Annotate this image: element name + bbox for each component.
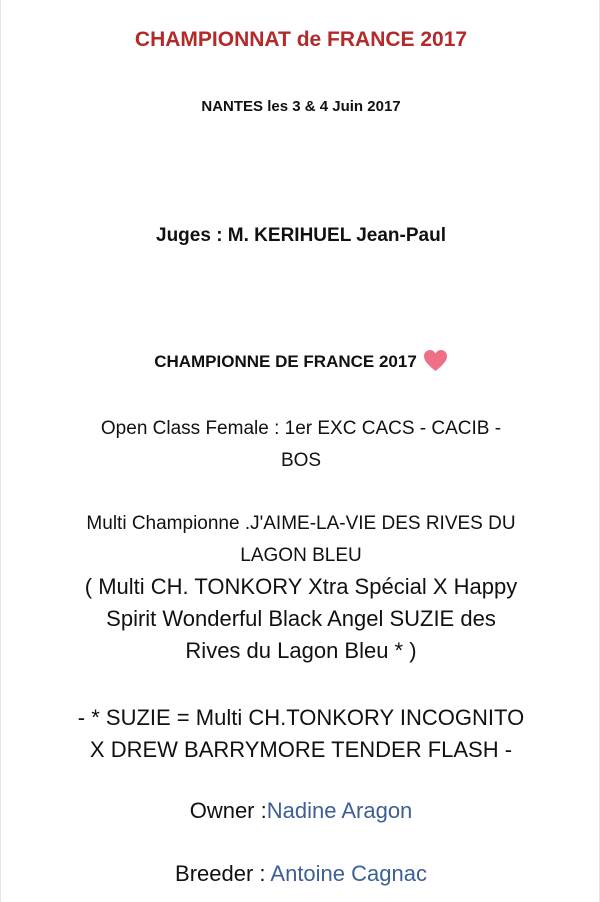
open-class-line-2: BOS — [280, 450, 322, 471]
dog-name-line-1: Multi Championne .J'AIME-LA-VIE DES RIVES DU — [86, 513, 516, 534]
pedigree-line-3: Rives du Lagon Bleu * ) — [185, 638, 417, 663]
breeder-link[interactable]: Antoine Cagnac — [270, 861, 427, 886]
owner-link[interactable]: Nadine Aragon — [266, 798, 413, 823]
open-class-line-1: Open Class Female : 1er EXC CACS - CACIB - — [100, 418, 502, 439]
owner-line — [1, 795, 600, 827]
dog-name — [1, 508, 600, 572]
pedigree-line-1: ( Multi CH. TONKORY Xtra Spécial X Happy — [84, 574, 518, 599]
champion-title: CHAMPIONNE DE FRANCE 2017 — [154, 352, 417, 371]
suzie-note-line-2: X DREW BARRYMORE TENDER FLASH - — [89, 737, 513, 762]
document-title: CHAMPIONNAT de FRANCE 2017 — [134, 28, 468, 51]
breeder-line — [1, 858, 600, 890]
champion-heading — [1, 347, 600, 382]
breeder-label: Breeder : — [175, 861, 271, 886]
event-location-date: NANTES les 3 & 4 Juin 2017 — [201, 98, 401, 115]
open-class-result — [1, 413, 600, 477]
pedigree — [1, 571, 600, 667]
dog-name-line-2: LAGON BLEU — [240, 545, 362, 566]
owner-label: Owner : — [189, 798, 267, 823]
suzie-note — [1, 702, 600, 766]
heart-icon — [423, 349, 448, 382]
pedigree-line-2: Spirit Wonderful Black Angel SUZIE des — [106, 606, 496, 631]
judges-line: Juges : M. KERIHUEL Jean-Paul — [156, 225, 446, 246]
suzie-note-line-1: - * SUZIE = Multi CH.TONKORY INCOGNITO — [77, 705, 525, 730]
